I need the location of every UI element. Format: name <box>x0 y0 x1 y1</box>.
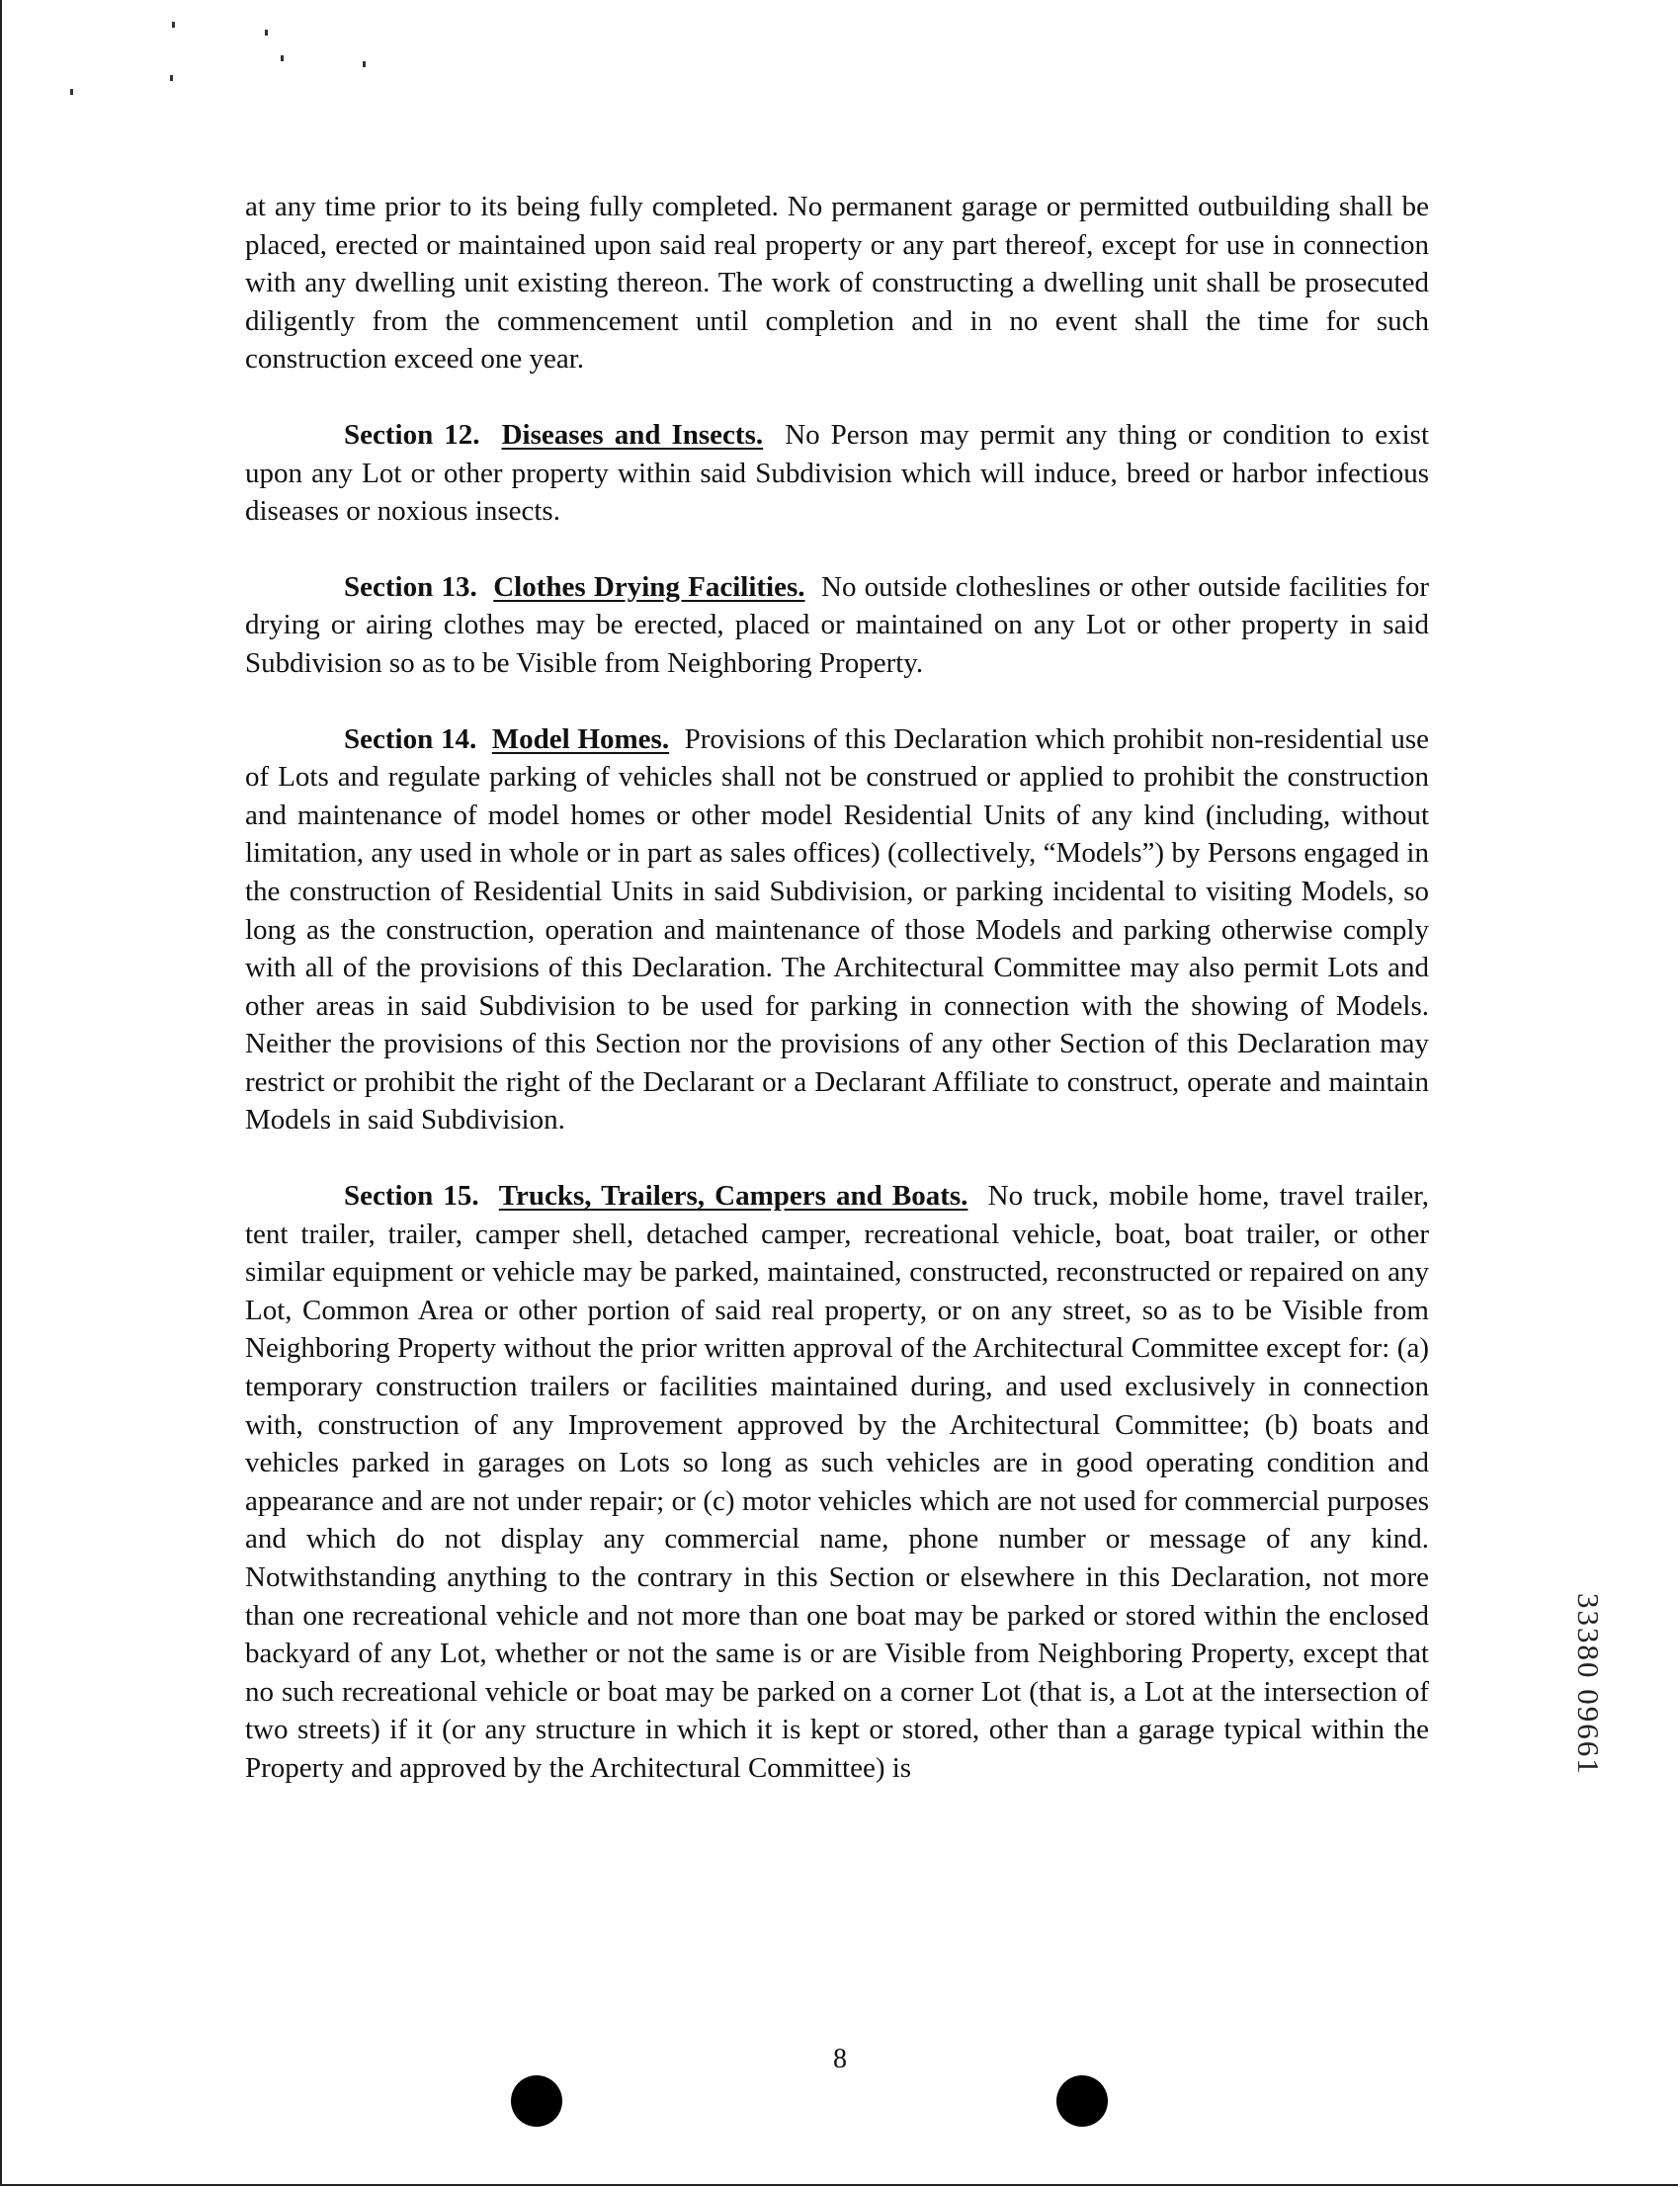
section-text: No outside clotheslines or other outside facilities for drying or airing clothes may be erected, placed or maintained on any Lot or other property in said Subdivision so as to be Visible from Neighboring Property. <box>245 570 1429 679</box>
document-body <box>245 188 1429 1825</box>
recording-stamp-text: 33380 09661 <box>1571 1593 1606 1776</box>
section-title: Clothes Drying Facilities. <box>493 570 805 603</box>
scan-speck <box>170 75 173 81</box>
binder-hole-icon <box>1056 2075 1108 2127</box>
section-title: Diseases and Insects. <box>501 418 764 451</box>
scan-speck <box>363 61 366 67</box>
section-number: Section 12. <box>344 418 480 451</box>
section-text: Provisions of this Declaration which prohibit non-residential use of Lots and regulate parking of vehicles shall not be construed or applied to prohibit the construction and maintenance of model homes or other model Residential Units of any kind (including, without limitation, any used in whole or in part as sales offices) (collectively, “Models”) by Persons engaged in the construction of Residential Units in said Subdivision, or parking incidental to visiting Models, so long as the construction, operation and maintenance of those Models and parking otherwise comply with all of the provisions of this Declaration. The Architectural Committee may also permit Lots and other areas in said Subdivision to be used for parking in connection with the showing of Models. Neither the provisions of this Section nor the provisions of any other Section of this Declaration may restrict or prohibit the right of the Declarant or a Declarant Affiliate to construct, operate and maintain Models in said Subdivision. <box>245 722 1430 1136</box>
scan-speck <box>70 89 73 95</box>
section-title: Trucks, Trailers, Campers and Boats. <box>498 1180 968 1213</box>
section-15-paragraph <box>245 1177 1429 1788</box>
continuation-paragraph: at any time prior to its being fully completed. No permanent garage or permitted outbuilding shall be placed, erected or maintained upon said real property or any part thereof, except for use in connection with any dwelling unit existing thereon. The work of constructing a dwelling unit shall be prosecuted diligently from the commencement until completion and in no event shall the time for such construction exceed one year. <box>245 191 1429 376</box>
binder-hole-icon <box>511 2075 562 2127</box>
section-text: No Person may permit any thing or condition to exist upon any Lot or other property within said Subdivision which will induce, breed or harbor infectious diseases or noxious insects. <box>245 418 1429 528</box>
page-number: 8 <box>833 2044 847 2074</box>
recording-stamp <box>1571 1593 1649 1850</box>
section-text: No truck, mobile home, travel trailer, tent trailer, trailer, camper shell, detached camper, recreational vehicle, boat, boat trailer, or other similar equipment or vehicle may be parked, maintained, constructed, reconstructed or repaired on any Lot, Common Area or other portion of said real property, or on any street, so as to be Visible from Neighboring Property without the prior written approval of the Architectural Committee except for: (a) temporary construction trailers or facilities maintained during, and used exclusively in connection with, construction of any Improvement approved by the Architectural Committee; (b) boats and vehicles parked in garages on Lots so long as such vehicles are in good operating condition and appearance and are not under repair; or (c) motor vehicles which are not used for commercial purposes and which do not display any commercial name, phone number or message of any kind. Notwithstanding anything to the contrary in this Section or elsewhere in this Declaration, not more than one recreational vehicle and not more than one boat may be parked or stored within the enclosed backyard of any Lot, whether or not the same is or are Visible from Neighboring Property, except that no such recreational vehicle or boat may be parked on a corner Lot (that is, a Lot at the intersection of two streets) if it (or any structure in which it is kept or stored, other than a garage typical within the Property and approved by the Architectural Committee) is <box>245 1180 1430 1784</box>
section-number: Section 14. <box>344 722 477 755</box>
scan-speck <box>281 55 284 61</box>
section-13-paragraph <box>245 568 1429 683</box>
section-14-paragraph <box>245 720 1429 1140</box>
section-12-paragraph <box>245 416 1429 531</box>
scan-speck <box>265 30 268 36</box>
section-number: Section 13. <box>344 570 477 603</box>
section-number: Section 15. <box>344 1180 479 1213</box>
scan-speck <box>172 22 175 28</box>
section-title: Model Homes. <box>491 722 670 755</box>
